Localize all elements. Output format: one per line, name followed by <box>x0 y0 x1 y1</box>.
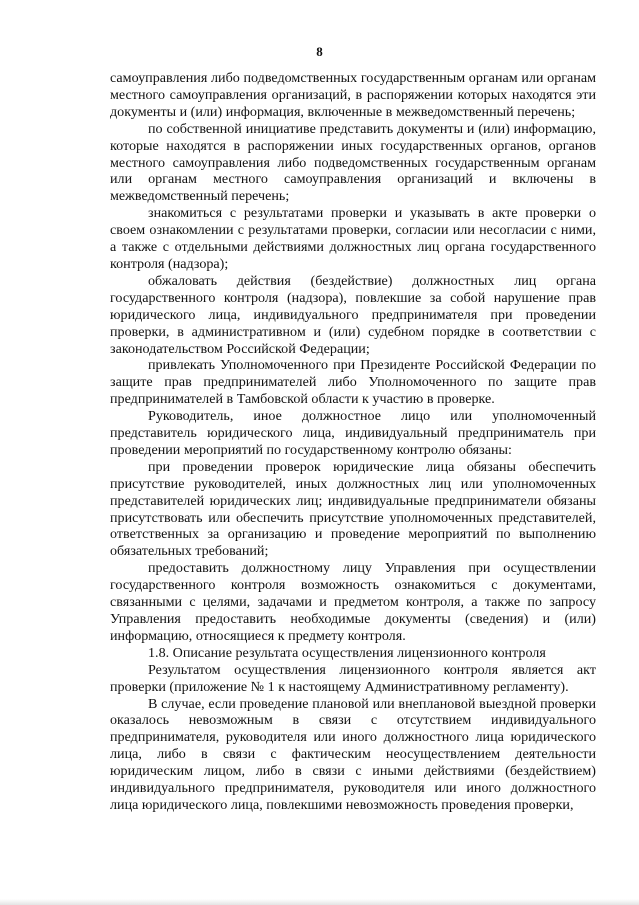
paragraph: обжаловать действия (бездействие) должностных лиц органа государственного контроля (надзора), повлекшие за собой нарушение прав юридического лица, индивидуального предпринимателя при проведении проверки, в административном и (или) судебном порядке в соответствии с законодательством Российской Федерации; <box>110 272 596 357</box>
paragraph: при проведении проверок юридические лица обязаны обеспечить присутствие руководителей, иных должностных лиц или уполномоченных представителей юридических лиц; индивидуальные предприниматели обязаны присутствовать или обеспечить присутствие уполномоченных представителей, ответственных за организацию и проведение мероприятий по выполнению обязательных требований; <box>110 458 596 560</box>
document-body <box>110 70 596 814</box>
paragraph: по собственной инициативе представить документы и (или) информацию, которые находятся в распоряжении иных государственных органов, органов местного самоуправления либо подведомственных государственным органам или органам местного самоуправления организаций и включены в межведомственный перечень; <box>110 120 596 205</box>
section-heading: 1.8. Описание результата осуществления лицензионного контроля <box>148 644 546 661</box>
paragraph: привлекать Уполномоченного при Президенте Российской Федерации по защите прав предпринимателей либо Уполномоченного по защите прав предпринимателей в Тамбовской области к участию в проверке. <box>110 357 596 408</box>
paragraph: самоуправления либо подведомственных государственным органам или органам местного самоуправления организаций, в распоряжении которых находятся эти документы и (или) информация, включенные в межведомственный перечень; <box>110 70 596 120</box>
paragraph: знакомиться с результатами проверки и указывать в акте проверки о своем ознакомлении с результатами проверки, согласии или несогласии с ними, а также с отдельными действиями должностных лиц органа государственного контроля (надзора); <box>110 205 596 272</box>
page-number: 8 <box>316 44 323 59</box>
paragraph: предоставить должностному лицу Управления при осуществлении государственного контроля возможность ознакомиться с документами, связанными с целями, задачами и предметом контроля, а также по запросу Управления предоставить необходимые документы (сведения) и (или) информацию, относящиеся к предмету контроля. <box>110 560 596 644</box>
paragraph: Руководитель, иное должностное лицо или уполномоченный представитель юридического лица, индивидуальный предприниматель при проведении мероприятий по государственному контролю обязаны: <box>110 408 596 458</box>
page-bottom-edge <box>0 899 639 905</box>
paragraph: В случае, если проведение плановой или внеплановой выездной проверки оказалось невозможным в связи с отсутствием индивидуального предпринимателя, руководителя или иного должностного лица юридического лица, либо в связи с фактическим неосуществлением деятельности юридическим лицом, либо в связи с иными действиями (бездействием) индивидуального предпринимателя, руководителя или иного должностного лица юридического лица, повлекшими невозможность проведения проверки, <box>110 695 596 813</box>
paragraph: Результатом осуществления лицензионного контроля является акт проверки (приложение № 1 к настоящему Административному регламенту). <box>110 661 596 695</box>
